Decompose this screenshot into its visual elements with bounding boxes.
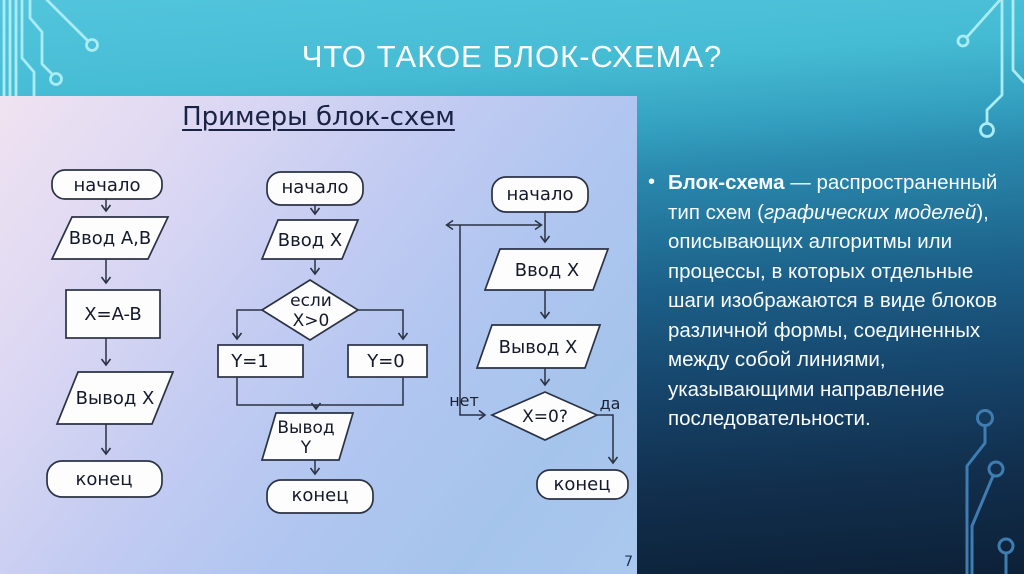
io-output-label: Вывод X — [75, 388, 155, 409]
definition-text — [668, 168, 1018, 434]
definition-segment: ), описывающих алгоритмы или процессы, в которых отдельные шаги изображаются в виде блоков различной формы, соединенных между собой линиями, указывающими направление последовательности. — [668, 200, 998, 430]
definition-segment: — распространенный тип схем ( — [668, 171, 998, 224]
terminator-end-label: конец — [75, 469, 133, 490]
definition-block — [648, 168, 1018, 434]
page-number: 7 — [624, 554, 633, 570]
io-output-label-line2: Y — [300, 438, 312, 458]
flowchart-linear — [47, 170, 173, 497]
io-input-label: Ввод X — [514, 260, 580, 281]
flowchart-branching — [218, 172, 427, 513]
terminator-start-label: начало — [506, 184, 574, 205]
io-output-label: Вывод X — [498, 337, 578, 358]
slide-title: ЧТО ТАКОЕ БЛОК-СХЕМА? — [301, 39, 723, 74]
edge-label-no: нет — [449, 391, 479, 410]
decision-label-line1: если — [290, 291, 332, 311]
terminator-end-label: конец — [291, 485, 349, 506]
decision-label: X=0? — [522, 407, 568, 427]
flowcharts-canvas — [0, 96, 637, 574]
definition-term: Блок-схема — [668, 171, 785, 194]
process-box-label: X=A-B — [84, 304, 142, 325]
panel-heading: Примеры блок-схем — [182, 102, 455, 132]
terminator-start-label: начало — [281, 177, 349, 198]
flowchart-loop — [447, 177, 629, 499]
terminator-end-label: конец — [553, 474, 611, 495]
bullet-icon: • — [648, 171, 656, 193]
edge-label-yes: да — [599, 394, 621, 413]
process-then-label: Y=1 — [231, 351, 269, 372]
flowchart-examples-panel — [0, 96, 637, 574]
io-input-label: Ввод A,B — [68, 228, 152, 249]
definition-italic-segment: графических моделей — [763, 200, 977, 224]
process-else-label: Y=0 — [367, 351, 405, 372]
terminator-start-label: начало — [73, 175, 141, 196]
decision-label-line2: X>0 — [292, 311, 330, 331]
io-output-label-line1: Вывод — [277, 418, 335, 438]
io-input-label: Ввод X — [277, 230, 343, 251]
